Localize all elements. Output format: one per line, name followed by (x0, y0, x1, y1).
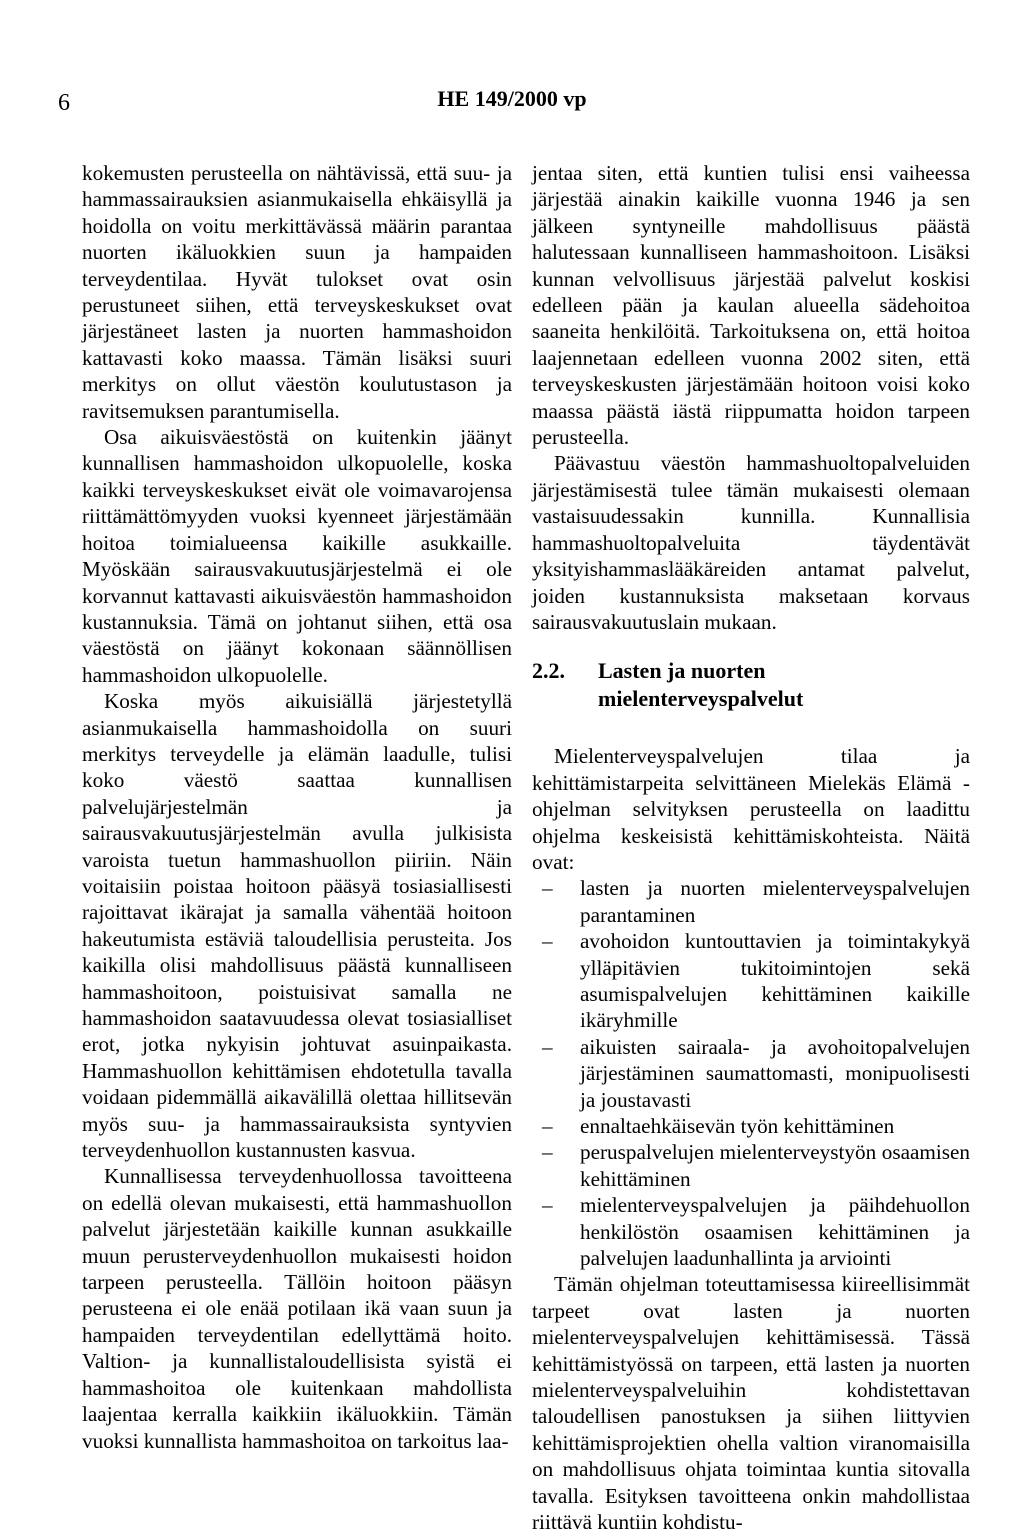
list-item: – peruspalvelujen mielenterveystyön osaamisen kehittäminen (532, 1139, 970, 1192)
left-column (82, 160, 512, 1454)
list-item: – mielenterveyspalvelujen ja päihdehuollon henkilöstön osaamisen kehittäminen ja palvelujen laadunhallinta ja arviointi (532, 1192, 970, 1271)
list-item: – aikuisten sairaala- ja avohoitopalvelujen järjestäminen saumattomasti, monipuolisesti ja joustavasti (532, 1034, 970, 1113)
document-title: HE 149/2000 vp (437, 86, 587, 111)
section-title: Lasten ja nuorten mielenterveyspalvelut (598, 658, 804, 712)
dash-list (532, 875, 970, 1271)
paragraph: Kunnallisessa terveydenhuollossa tavoitteena on edellä olevan mukaisesti, että hammashuollon palvelut järjestetään kaikille kunnan asukkaille muun perusterveydenhuollon mukaisesti hoidon tarpeen perusteella. Tällöin hoitoon pääsyn perusteena ei ole enää potilaan ikä vaan suun ja hampaiden terveydentilan edellyttämä hoito. Valtion- ja kunnallistaloudellisista syistä ei hammashoitoa ole kuitenkaan mahdollista laajentaa kerralla kaikkiin ikäluokkiin. Tämän vuoksi kunnallista hammashoitoa on tarkoitus laa- (82, 1164, 512, 1453)
list-item: – lasten ja nuorten mielenterveyspalvelujen parantaminen (532, 875, 970, 928)
page-number: 6 (58, 90, 70, 116)
list-item: – avohoidon kuntouttavien ja toimintakykyä ylläpitävien tukitoimintojen sekä asumispalvelujen kehittäminen kaikille ikäryhmille (532, 928, 970, 1034)
paragraph: Koska myös aikuisiällä järjestetyllä asianmukaisella hammashoidolla on suuri merkitys terveydelle ja elämän laadulle, tulisi koko väestö saattaa kunnallisen palvelujärjestelmän ja sairausvakuutusjärjestelmän avulla julkisista varoista tuetun hammashuollon piiriin. Näin voitaisiin poistaa hoitoon pääsyä tosiasiallisesti rajoittavat ikärajat ja samalla vähentää hoitoon hakeutumista estäviä taloudellisia perusteita. Jos kaikilla olisi mahdollisuus päästä kunnalliseen hammashoitoon, poistuisivat samalla ne hammashoidon saatavuudessa olevat tosiasialliset erot, jotka nykyisin johtuvat asuinpaikasta. Hammashuollon kehittämisen ehdotetulla tavalla voidaan pidemmällä aikavälillä olettaa hillitsevän myös suu- ja hammassairauksista syntyvien terveydenhuollon kustannusten kasvua. (82, 689, 512, 1163)
paragraph: Mielenterveyspalvelujen tilaa ja kehittämistarpeita selvittäneen Mielekäs Elämä -ohjelman selvityksen perusteella on laadittu ohjelma keskeisistä kehittämiskohteista. Näitä ovat: (532, 744, 970, 874)
section-number: 2.2. (532, 658, 565, 684)
paragraph: Tämän ohjelman toteuttamisessa kiireellisimmät tarpeet ovat lasten ja nuorten mielenterveyspalvelujen kehittämisessä. Tässä kehittämistyössä on tarpeen, että lasten ja nuorten mielenterveyspalveluihin kohdistettavan taloudellisen panostuksen ja siihen liittyvien kehittämisprojektien ohella valtion viranomaisilla on mahdollisuus ohjata toimintaa kuntia sitovalla tavalla. Esityksen tavoitteena onkin mahdollistaa riittävä kuntiin kohdistu- (532, 1272, 970, 1535)
list-item: – ennaltaehkäisevän työn kehittäminen (532, 1113, 970, 1139)
paragraph: Päävastuu väestön hammashuoltopalveluiden järjestämisestä tulee tämän mukaisesti olemaan vastaisuudessakin kunnilla. Kunnallisia hammashuoltopalveluita täydentävät yksityishammaslääkäreiden antamat palvelut, joiden kustannuksista maksetaan korvaus sairausvakuutuslain mukaan. (532, 451, 970, 634)
right-column (532, 160, 970, 1536)
paragraph: Osa aikuisväestöstä on kuitenkin jäänyt kunnallisen hammashoidon ulkopuolelle, koska kaikki terveyskeskukset eivät ole voimavarojensa riittämättömyyden vuoksi kyenneet järjestämään hoitoa toimialueensa kaikille asukkaille. Myöskään sairausvakuutusjärjestelmä ei ole korvannut kattavasti aikuisväestön hammashoidon kustannuksia. Tämä on johtanut siihen, että osa väestöstä on jäänyt kokonaan säännöllisen hammashoidon ulkopuolelle. (82, 425, 512, 687)
paragraph: jentaa siten, että kuntien tulisi ensi vaiheessa järjestää ainakin kaikille vuonna 1946 ja sen jälkeen syntyneille mahdollisuus päästä halutessaan kunnalliseen hammashoitoon. Lisäksi kunnan velvollisuus järjestää palvelut koskisi edelleen pään ja kaulan alueella sädehoitoa saaneita henkilöitä. Tarkoituksena on, että hoitoa laajennetaan edelleen vuonna 2002 siten, että terveyskeskusten järjestämään hoitoon voisi koko maassa päästä iästä riippumatta hoidon tarpeen perusteella. (532, 161, 970, 450)
paragraph: kokemusten perusteella on nähtävissä, että suu- ja hammassairauksien asianmukaisella ehkäisyllä ja hoidolla on voitu merkittävässä määrin parantaa nuorten ikäluokkien suun ja hampaiden terveydentilaa. Hyvät tulokset ovat osin perustuneet siihen, että terveyskeskukset ovat järjestäneet lasten ja nuorten hammashoidon kattavasti koko maassa. Tämän lisäksi suuri merkitys on ollut väestön koulutustason ja ravitsemuksen parantumisella. (82, 161, 512, 423)
section-heading (532, 657, 970, 713)
